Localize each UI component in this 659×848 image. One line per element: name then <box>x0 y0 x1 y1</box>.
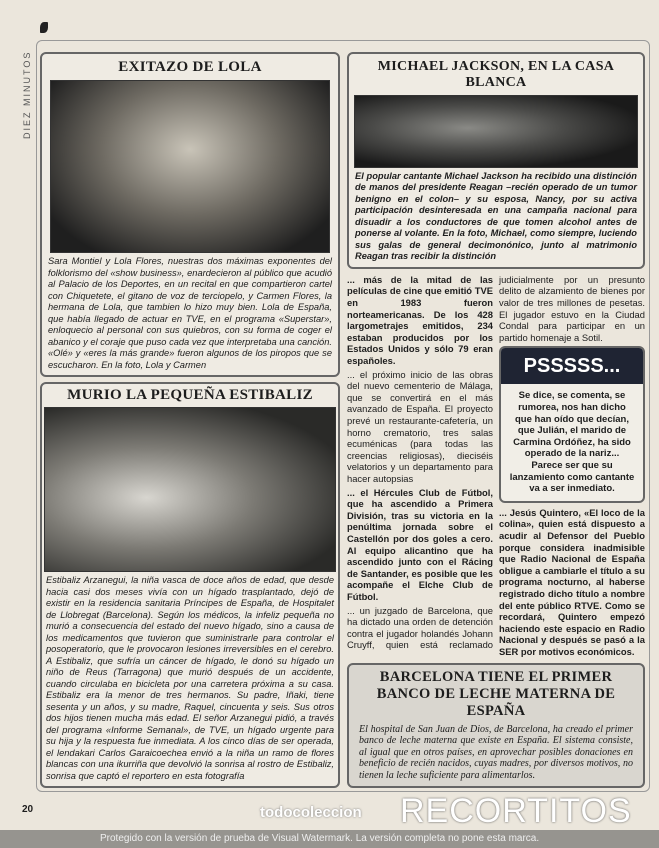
estibaliz-photo <box>44 407 336 572</box>
psss-text: Se dice, se comenta, se rumorea, nos han dicho que han oído que decían, que Julián, el marido de Carmina Ordóñez, ha sido operado de la nariz... Parece ser que su lanzamiento como cantante va a ser inmediato. <box>509 390 635 495</box>
psss-title: PSSSSS... <box>501 348 643 384</box>
brief-hercules: ... el Hércules Club de Fútbol, que ha ascendido a Primera División, tras su victoria en la penúltima jornada sobre el Castellón por dos goles a cero. Al equipo alicantino que ha ascendido junto con el Rácing de Santander, es posible que les acompañe el Elche Club de Fútbol. <box>347 486 493 602</box>
right-area <box>347 52 645 788</box>
page-number: 20 <box>22 804 34 815</box>
jackson-photo <box>354 95 638 168</box>
brief-cementerio: ... el próximo inicio de las obras del nuevo cementerio de Málaga, que se convertirá en el más avanzado de España. El proyecto prevé un restaurante-cafetería, un horno crematorio, tres salas ecuménicas (para todas las creencias religiosas), dieciséis velatorios y un departamento para hacer autopsias <box>347 368 493 484</box>
lola-title: EXITAZO DE LOLA <box>118 59 262 75</box>
estibaliz-title: MURIO LA PEQUEÑA ESTIBALIZ <box>67 387 313 404</box>
estibaliz-article <box>40 382 340 788</box>
lola-caption: Sara Montiel y Lola Flores, nuestras dos máximas exponentes del folklorismo del «show business», enardecieron al público que acudió al Palacio de los Deportes, en un recital en que compartieron cartel con Chiquetete, el gitano de voz de terciopelo, y Carmen Flores, la hermana de Lola, que tambien lo hizo muy bien. Lola de España, que había llegado de actuar en TVE, en el programa «Superstar», enloquecio al personal con sus quiebros, con su forma de coger el abanico y el coraje que puso cada vez que interpretaba una canción. «Olé» y «eres la más grande» fueron algunos de los piropos que se escucharon. En la foto, Lola y Carmen <box>48 256 332 370</box>
lola-article <box>40 52 340 377</box>
jackson-article <box>347 52 645 269</box>
brief-cruyff: ... un juzgado de Barcelona, que ha dictado una orden de detención contra el jugador holandés Johann Cruyff, quien está reclamado judicialmente por un presunto delito de alzamiento de bienes por valor de tres millones de pesetas. El jugador estuvo en la Ciudad Condal para participar en un partido homenaje a Sotil. <box>347 273 645 651</box>
psss-box <box>499 346 645 502</box>
brief-quintero: ... Jesús Quintero, «El loco de la colina», quien está dispuesto a acudir al Defensor del Pueblo porque considera inadmisible que Radio Nacional de España obligue a cambiarle el título a su programa nocturno, al haberse registrado dicho título a nombre del ente público RTVE. Como se recordará, Quintero empezó haciendo este espacio en Radio Nacional y después se pasó a la SER por motivos económicos. <box>499 506 645 657</box>
estibaliz-caption: Estibaliz Arzanegui, la niña vasca de doce años de edad, que desde hacia casi dos meses vivía con un hígado trasplantado, dejó de existir en la residencia sanitaria Príncipes de España, de Hospitalet de Llobregat (Barcelona). Según los médicos, la infeliz pequeña no murió a consecuencia del estado del nuevo hígado, sino a causa de los medicamentos que tuvieron que suministrarle para controlar el posoperatorio, que le provocaron lesiones irreversibles en el cerebro. A Estibaliz, que sufría un cáncer de hígado, le donó su hígado un niño de Reus (Tarragona) que murió después de un accidente, cuando circulaba en bicicleta por una carretera próxima a su casa. Estibaliz era la menor de tres hermanos. Su padre, Iñaki, tiene sesenta y un años, y su madre, Raquel, cincuenta y seis. Sus otros dos hijos tienen mucha más edad. El señor Arzanegui pidió, a través del programa «Informe Semanal», de TVE, un hígado urgente para su hija y la respuesta fue inmediata. A los cinco días de ser operada, el lendakari Carlos Garaicoechea envió a la niña un ramo de flores blancas con una ikurriña que devolvió la sonrisa al rostro de Estibaliz, sonrisa que captó el reportero en esta fotografía <box>46 575 334 781</box>
watermark-logo: RECORTITOS <box>400 792 632 830</box>
jackson-title: MICHAEL JACKSON, EN LA CASA BLANCA <box>377 59 615 90</box>
lola-photo <box>50 80 330 253</box>
watermark-notice: Protegido con la versión de prueba de Visual Watermark. La versión completa no pone esta marca. <box>0 830 659 848</box>
section-label: DIEZ MINUTOS <box>22 50 32 140</box>
briefs-columns <box>347 274 645 658</box>
barcelona-text: El hospital de San Juan de Dios, de Barcelona, ha creado el primer banco de leche materna que existe en España. El sistema consiste, al igual que en otros países, en aprovechar posibles donaciones en beneficio de recién nacidos, cuyas madres, por diversos motivos, no tienen la leche suficiente para alimentarlos. <box>359 723 633 781</box>
left-column <box>40 52 340 788</box>
watermark-site: todocoleccion <box>260 804 362 821</box>
jackson-caption: El popular cantante Michael Jackson ha recibido una distinción de manos del presidente Reagan –recién operado de un tumor benigno en el colon– y su esposa, Nancy, por su activa participación desinteresada en una campaña nacional para disuadir a los conductores de que tomen alcohol antes de ponerse al volante. En la foto, Michael, como siempre, luciendo sus galas de general decimonónico, junto al matrimonio Reagan tras recibir la distinción <box>355 170 637 262</box>
barcelona-title: BARCELONA TIENE EL PRIMER BANCO DE LECHE MATERNA DE ESPAÑA <box>376 668 616 719</box>
barcelona-article <box>347 663 645 789</box>
brief-tve: ... más de la mitad de las películas de cine que emitió TVE en 1983 fueron norteamericanas. De los 428 largometrajes emitidos, 234 estaban producidos por los Estados Unidos y sólo 79 eran españoles. <box>347 273 493 367</box>
bullet-icon <box>40 22 48 33</box>
